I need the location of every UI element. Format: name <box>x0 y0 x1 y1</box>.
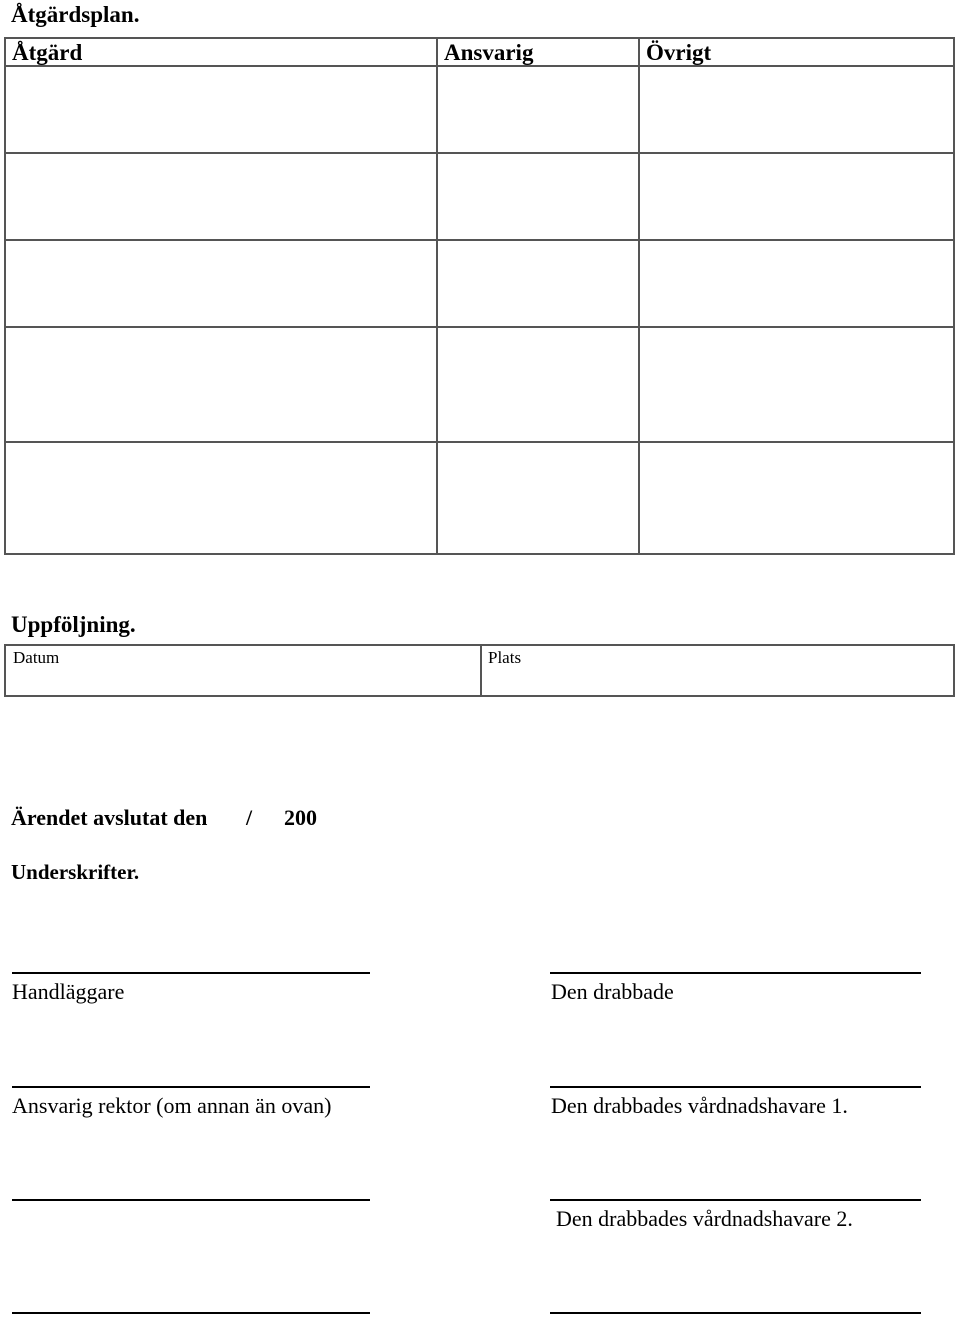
signature-line[interactable] <box>550 972 921 974</box>
case-closed-label: Ärendet avslutat den <box>11 805 208 830</box>
table-row-divider <box>6 239 953 241</box>
date-field[interactable] <box>6 646 478 695</box>
signature-line[interactable] <box>12 1199 370 1201</box>
action-cell[interactable] <box>6 67 434 151</box>
year-prefix: 200 <box>284 805 317 830</box>
other-cell[interactable] <box>640 67 953 151</box>
column-header-action: Åtgärd <box>12 40 83 65</box>
signature-label-case-officer: Handläggare <box>12 979 125 1004</box>
responsible-cell[interactable] <box>438 67 636 151</box>
table-row-divider <box>6 326 953 328</box>
date-field-label: Datum <box>13 648 60 667</box>
signature-label-guardian-2: Den drabbades vårdnadshavare 2. <box>556 1206 853 1231</box>
signature-label-guardian-1: Den drabbades vårdnadshavare 1. <box>551 1093 848 1118</box>
place-field-label: Plats <box>488 648 522 667</box>
signature-label-affected: Den drabbade <box>551 979 674 1004</box>
date-slash: / <box>246 805 253 830</box>
signature-label-principal: Ansvarig rektor (om annan än ovan) <box>12 1093 332 1118</box>
signatures-title: Underskrifter. <box>11 860 140 884</box>
signature-line[interactable] <box>12 972 370 974</box>
followup-title: Uppföljning. <box>11 612 136 637</box>
signature-line[interactable] <box>550 1312 921 1314</box>
table-row-divider <box>6 152 953 154</box>
signature-line[interactable] <box>12 1086 370 1088</box>
action-plan-table <box>4 37 955 555</box>
signature-line[interactable] <box>550 1086 921 1088</box>
signature-line[interactable] <box>550 1199 921 1201</box>
place-field[interactable] <box>482 646 953 695</box>
column-header-other: Övrigt <box>646 40 712 65</box>
column-header-responsible: Ansvarig <box>444 40 534 65</box>
signature-line[interactable] <box>12 1312 370 1314</box>
action-plan-title: Åtgärdsplan. <box>11 2 140 27</box>
table-row-divider <box>6 441 953 443</box>
followup-table <box>4 644 955 697</box>
